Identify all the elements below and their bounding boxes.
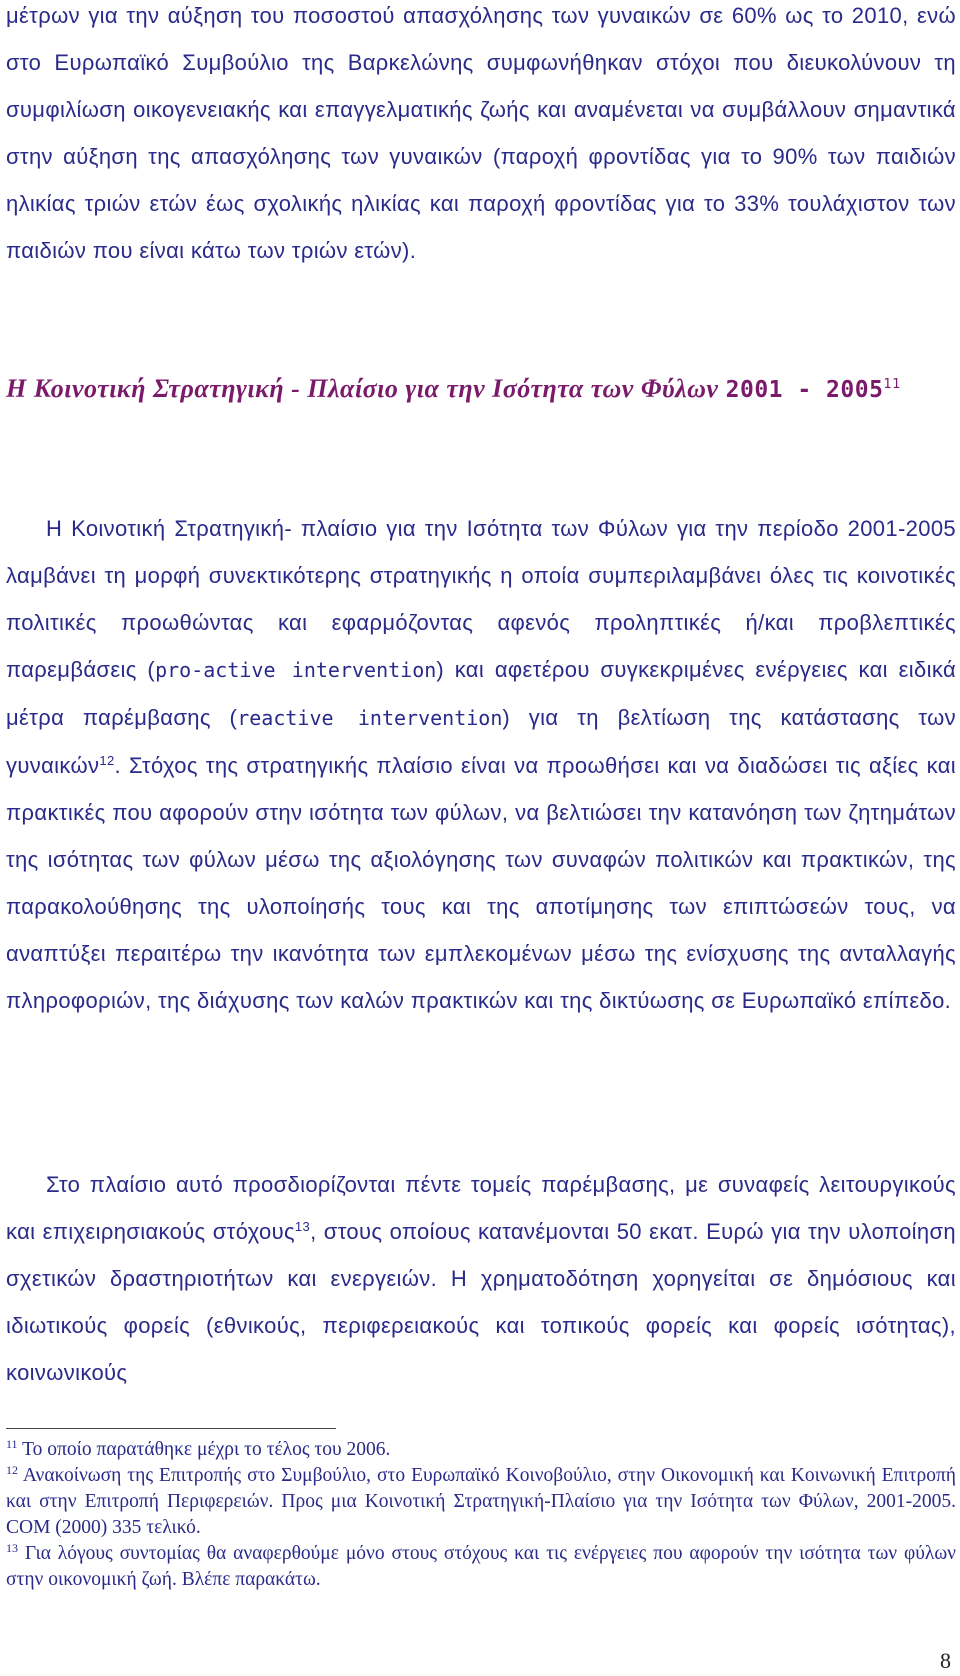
footnote-11 — [6, 1437, 956, 1463]
footnote-text: Ανακοίνωση της Επιτροπής στο Συμβούλιο, στο Ευρωπαϊκό Κοινοβούλιο, στην Οικονομική και Κοινωνική Επιτροπή και στην Επιτροπή Περιφερειών. Προς μια Κοινοτική Στρατηγική-Πλαίσιο για την Ισότητα των Φύλων, 2001-2005. COM (2000) 335 τελικό. — [6, 1465, 956, 1538]
footnote-number: 11 — [6, 1437, 18, 1451]
footnote-separator — [6, 1428, 336, 1429]
section-heading-years: 2001 - 2005 — [725, 377, 884, 403]
paragraph-2 — [6, 505, 956, 1024]
footnote-ref-11[interactable]: 11 — [883, 377, 901, 392]
page-number: 8 — [940, 1648, 951, 1673]
footnote-text: Για λόγους συντομίας θα αναφερθούμε μόνο στους στόχους και τις ενέργειες που αφορούν την ισότητα των φύλων στην οικονομική ζωή. Βλέπε παρακάτω. — [6, 1543, 956, 1590]
footnote-number: 12 — [6, 1463, 18, 1477]
footnotes — [6, 1437, 956, 1593]
paragraph-2-text-d: . Στόχος της στρατηγικής πλαίσιο είναι να προωθήσει και να διαδώσει τις αξίες και πρακτικές που αφορούν στην ισότητα των φύλων, να βελτιώσει την κατανόηση των ζητημάτων της ισότητας των φύλων μέσω της αξιολόγησης των συναφών πολιτικών και πρακτικών, της παρακολούθησης της υλοποίησής τους και της αποτίμησης των επιπτώσεών τους, να αναπτύξει περαιτέρω την ικανότητα των εμπλεκομένων μέσω της ενίσχυσης της ανταλλαγής πληροφοριών, της διάχυσης των καλών πρακτικών και της δικτύωσης σε Ευρωπαϊκό επίπεδο. — [6, 753, 956, 1013]
footnote-ref-13[interactable]: 13 — [294, 1219, 311, 1234]
paragraph-3 — [6, 1161, 956, 1396]
footnote-12 — [6, 1463, 956, 1541]
footnote-text: Το οποίο παρατάθηκε μέχρι το τέλος του 2006. — [22, 1439, 391, 1460]
paragraph-1: μέτρων για την αύξηση του ποσοστού απασχόλησης των γυναικών σε 60% ως το 2010, ενώ στο Ευρωπαϊκό Συμβούλιο της Βαρκελώνης συμφωνήθηκαν στόχοι που διευκολύνουν τη συμφιλίωση οικογενειακής και επαγγελματικής ζωής και αναμένεται να συμβάλλουν σημαντικά στην αύξηση της απασχόλησης των γυναικών (παροχή φροντίδας για το 90% των παιδιών ηλικίας τριών ετών έως σχολικής ηλικίας και παροχή φροντίδας για το 33% τουλάχιστον των παιδιών που είναι κάτω των τριών ετών). — [6, 3, 956, 263]
section-heading-title: Η Κοινοτική Στρατηγική - Πλαίσιο για την Ισότητα των Φύλων — [6, 374, 719, 403]
footnote-number: 13 — [6, 1541, 18, 1555]
term-reactive-intervention: reactive intervention — [237, 706, 503, 730]
paragraph-2-text-b: ) και αφετέρου συγκεκριμένες ενέργειες και ειδικά μέτρα παρέμβασης ( — [6, 657, 957, 730]
term-pro-active-intervention: pro-active intervention — [155, 658, 437, 682]
paragraph-2-text-c: ) για τη βελτίωση της κατάστασης των γυναικών — [6, 705, 956, 778]
footnote-ref-12[interactable]: 12 — [99, 753, 115, 768]
paragraph-2-text-a: Η Κοινοτική Στρατηγική- πλαίσιο για την Ισότητα των Φύλων για την περίοδο 2001-2005 λαμβάνει τη μορφή συνεκτικότερης στρατηγικής η οποία συμπεριλαμβάνει όλες τις κοινοτικές πολιτικές προωθώντας και εφαρμόζοντας αφενός προληπτικές ή/και προβλεπτικές παρεμβάσεις ( — [6, 516, 956, 682]
footnote-13 — [6, 1541, 956, 1593]
paragraph-3-text-a: Στο πλαίσιο αυτό προσδιορίζονται πέντε τομείς παρέμβασης, με συναφείς λειτουργικούς και επιχειρησιακούς στόχους — [6, 1172, 956, 1244]
paragraph-3-text-b: , στους οποίους κατανέμονται 50 εκατ. Ευρώ για την υλοποίηση σχετικών δραστηριοτήτων και ενεργειών. Η χρηματοδότηση χορηγείται σε δημόσιους και ιδιωτικούς φορείς (εθνικούς, περιφερειακούς και τοπικούς φορείς και φορείς ισότητας), κοινωνικούς — [6, 1219, 956, 1385]
section-heading — [6, 363, 956, 412]
